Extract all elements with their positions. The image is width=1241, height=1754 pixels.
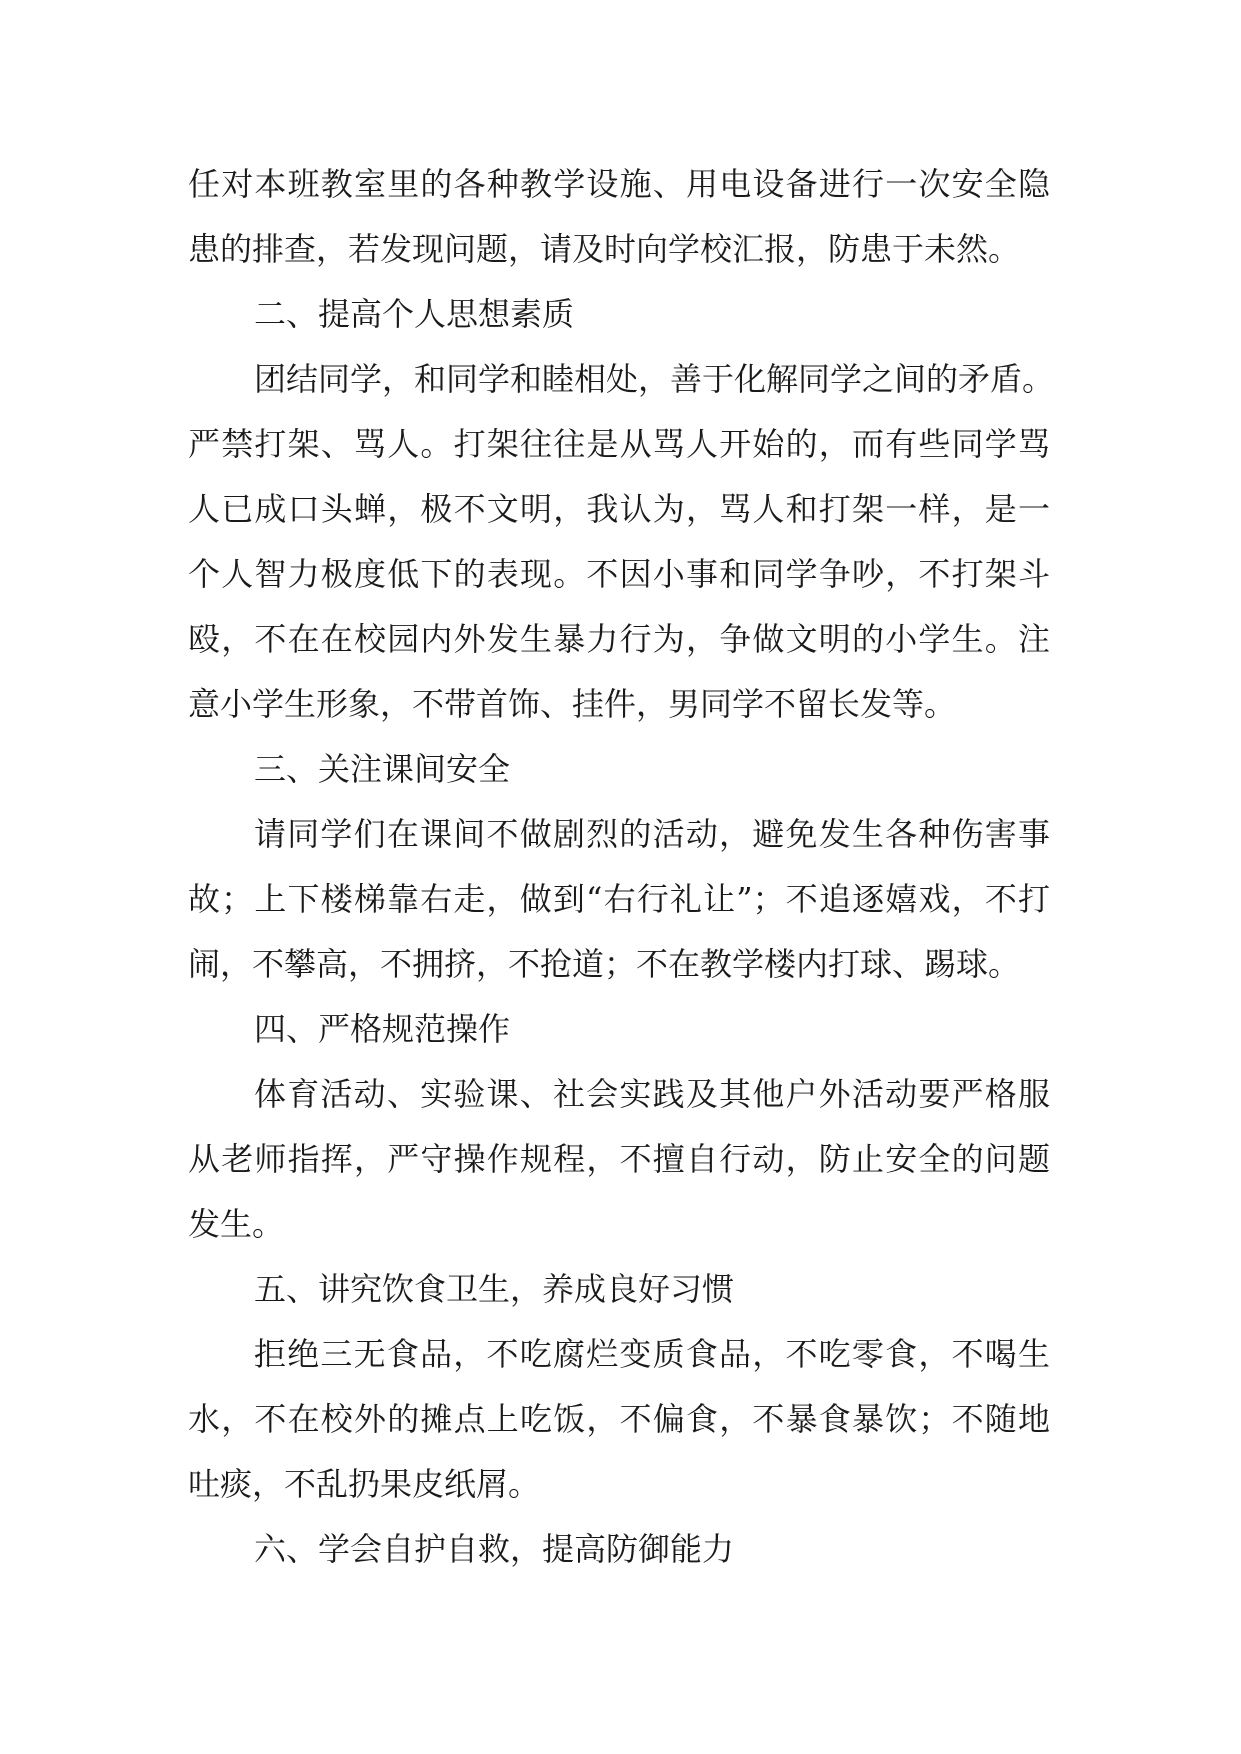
text-line: 吐痰，不乱扔果皮纸屑。 [188, 1465, 541, 1503]
text-line: 闹，不攀高，不拥挤，不抢道；不在教学楼内打球、踢球。 [188, 945, 1021, 983]
text-line: 严禁打架、骂人。打架往往是从骂人开始的，而有些同学骂 [188, 425, 1050, 463]
text-line: 故；上下楼梯靠右走，做到“右行礼让”；不追逐嬉戏，不打 [188, 880, 1050, 918]
text-line: 拒绝三无食品，不吃腐烂变质食品，不吃零食，不喝生 [254, 1335, 1050, 1373]
text-line: 患的排查，若发现问题，请及时向学校汇报，防患于未然。 [188, 230, 1021, 268]
text-line: 体育活动、实验课、社会实践及其他户外活动要严格服 [254, 1075, 1050, 1113]
section-heading: 六、学会自护自救，提高防御能力 [254, 1530, 735, 1568]
text-line: 意小学生形象，不带首饰、挂件，男同学不留长发等。 [188, 685, 957, 723]
text-line: 团结同学，和同学和睦相处，善于化解同学之间的矛盾。 [254, 360, 1055, 398]
text-line: 从老师指挥，严守操作规程，不擅自行动，防止安全的问题 [188, 1140, 1050, 1178]
text-line: 水，不在校外的摊点上吃饭，不偏食，不暴食暴饮；不随地 [188, 1400, 1050, 1438]
text-line: 任对本班教室里的各种教学设施、用电设备进行一次安全隐 [188, 165, 1050, 203]
text-line: 发生。 [188, 1205, 285, 1243]
section-heading: 四、严格规范操作 [254, 1010, 511, 1048]
text-line: 个人智力极度低下的表现。不因小事和同学争吵，不打架斗 [188, 555, 1050, 593]
section-heading: 三、关注课间安全 [254, 750, 511, 788]
text-line: 人已成口头蝉，极不文明，我认为，骂人和打架一样，是一 [188, 490, 1050, 528]
document-body [188, 152, 1055, 1582]
text-line: 殴，不在在校园内外发生暴力行为，争做文明的小学生。注 [188, 620, 1050, 658]
text-line: 请同学们在课间不做剧烈的活动，避免发生各种伤害事 [254, 815, 1050, 853]
section-heading: 二、提高个人思想素质 [254, 295, 575, 333]
section-heading: 五、讲究饮食卫生，养成良好习惯 [254, 1270, 735, 1308]
